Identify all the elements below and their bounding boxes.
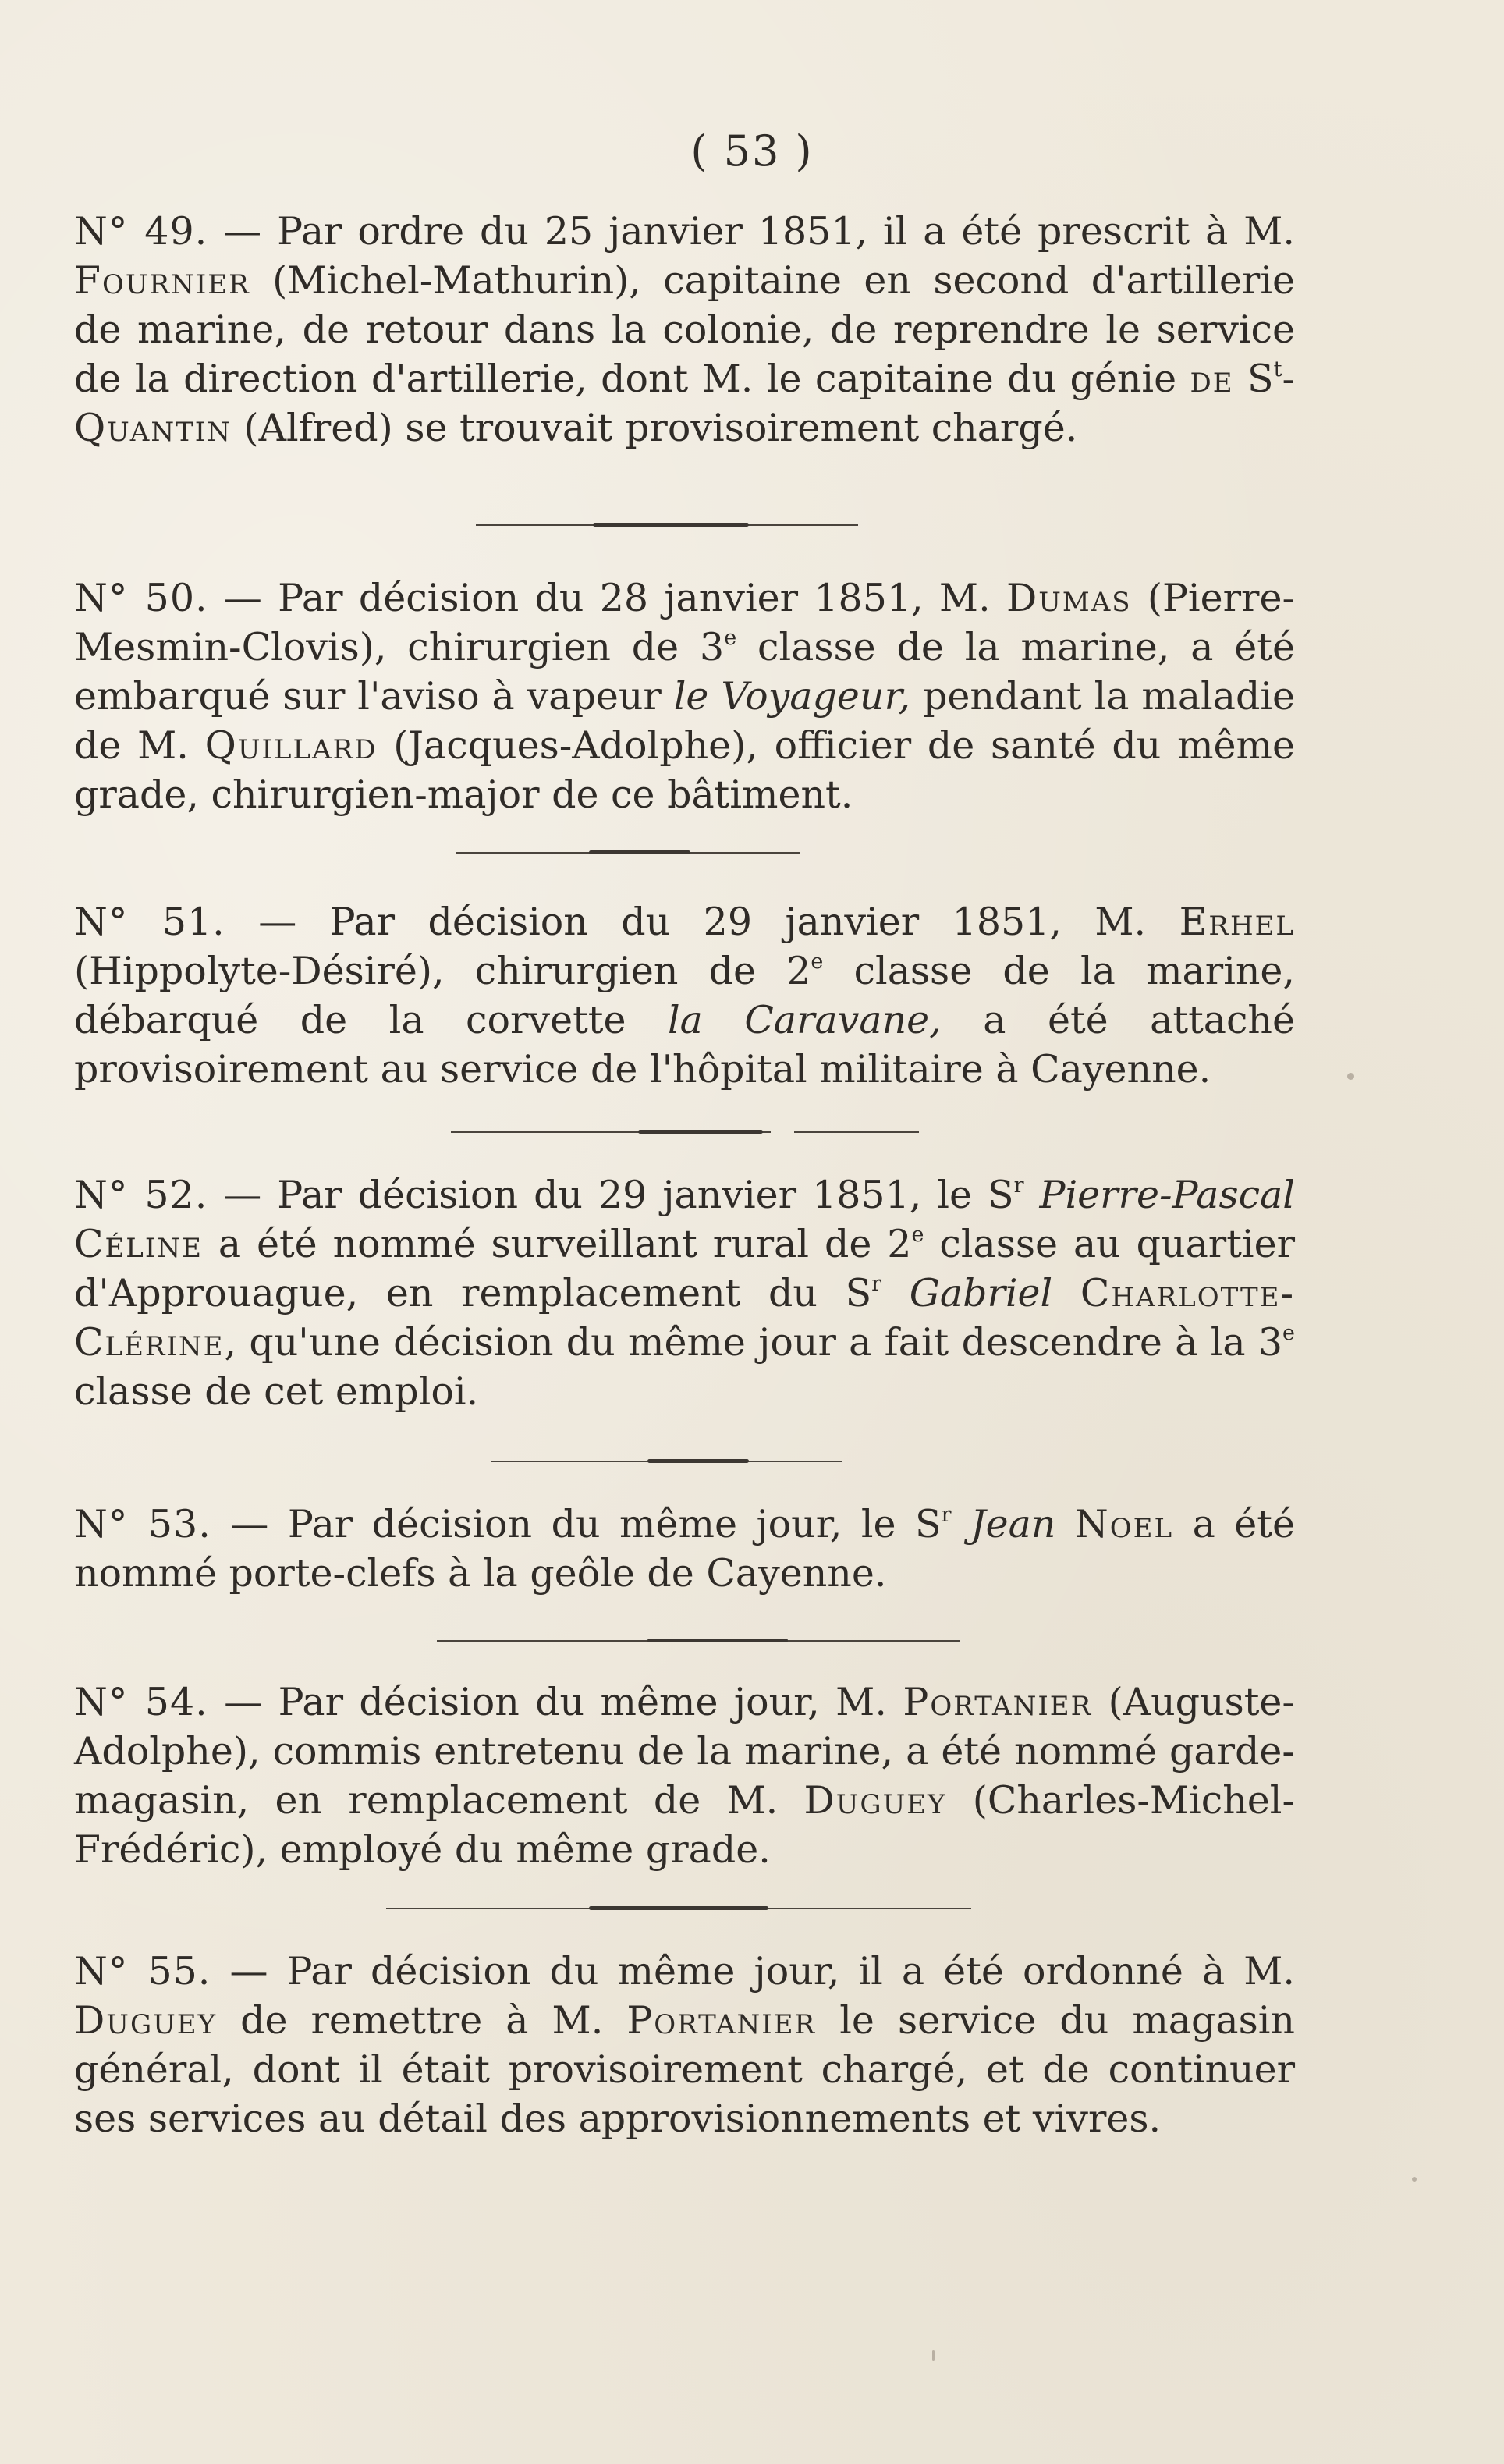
italic-text: Gabriel (909, 1271, 1053, 1315)
superscript: t (1273, 357, 1282, 382)
paper-speck (1347, 1073, 1354, 1080)
paper-speck (932, 2350, 935, 2361)
entry-number: N° 55. (74, 1949, 211, 1994)
text-run: (Pierre-Mesmin-Clovis), chirurgien de 3 (74, 576, 1296, 669)
page-number: ( 53 ) (690, 126, 814, 176)
text-run: — Par ordre du 25 janvier 1851, il a été prescrit à M. (208, 209, 1295, 254)
text-run: — Par décision du même jour, il a été ordonné à M. (211, 1949, 1295, 1994)
text-run: (Charles-Michel-Frédéric), employé du même grade. (74, 1778, 1296, 1872)
decision-entry (74, 573, 1295, 819)
superscript: r (871, 1271, 882, 1296)
name-smallcaps: Erhel (1179, 900, 1295, 944)
text-run: le service du magasin général, dont il était provisoirement chargé, et de continuer ses services au détail des approvisionnements et vivres. (74, 1998, 1295, 2141)
entry-number: N° 49. (74, 209, 208, 254)
text-run: classe de la marine, a été embarqué sur l'aviso à vapeur (74, 625, 1295, 719)
text-run: classe au quartier d'Approuague, en remplacement du S (74, 1222, 1295, 1315)
name-smallcaps: Céline (74, 1222, 203, 1266)
entry-text (74, 1678, 1295, 1874)
name-smallcaps: Quantin (74, 406, 232, 450)
name-smallcaps: Charlotte-Clérine (74, 1271, 1296, 1365)
superscript: e (911, 1222, 924, 1247)
decision-entry (74, 1947, 1295, 2143)
entry-number: N° 54. (74, 1680, 208, 1724)
decision-entry (74, 897, 1295, 1094)
name-smallcaps: Duguey (803, 1778, 947, 1823)
text-run: — Par décision du 29 janvier 1851, le S (208, 1173, 1014, 1217)
text-run (1052, 1271, 1080, 1315)
text-run: - (1282, 357, 1295, 401)
decision-entry (74, 1500, 1295, 1598)
name-smallcaps: Duguey (74, 1998, 218, 2043)
text-run: (Alfred) se trouvait provisoirement chargé. (231, 406, 1078, 450)
paper-speck (1412, 2177, 1417, 2182)
text-run: — Par décision du 29 janvier 1851, M. (225, 900, 1179, 944)
entry-number: N° 51. (74, 900, 225, 944)
entry-number: N° 52. (74, 1173, 208, 1217)
text-run: (Michel-Mathurin), capitaine en second d'artillerie de marine, de retour dans la colonie, de reprendre le service de la direction d'artillerie, dont M. le capitaine du génie (74, 258, 1295, 401)
text-run: de remettre à M. (217, 1998, 627, 2043)
entry-number: N° 50. (74, 576, 208, 620)
italic-text: la Caravane, (668, 998, 942, 1042)
text-run: a été attaché provisoirement au service de l'hôpital militaire à Cayenne. (74, 998, 1295, 1092)
name-smallcaps: Noel (1074, 1502, 1174, 1546)
italic-text: le Voyageur, (673, 674, 911, 719)
text-run (881, 1271, 910, 1315)
text-run: S (1233, 357, 1274, 401)
text-run: classe de cet emploi. (74, 1369, 479, 1414)
text-run: a été nommé surveillant rural de 2 (202, 1222, 912, 1266)
text-run: — Par décision du même jour, le S (211, 1502, 942, 1546)
entry-text (74, 207, 1295, 453)
name-smallcaps: Dumas (1006, 576, 1132, 620)
text-run: (Auguste-Adolphe), commis entretenu de la marine, a été nommé garde-magasin, en remplacement de M. (74, 1680, 1295, 1823)
entry-number: N° 53. (74, 1502, 211, 1546)
decision-entry (74, 1170, 1295, 1416)
text-run: — Par décision du 28 janvier 1851, M. (208, 576, 1006, 620)
text-run (1023, 1173, 1039, 1217)
superscript: e (1282, 1320, 1295, 1345)
decision-entry (74, 1678, 1295, 1874)
text-run: (Hippolyte-Désiré), chirurgien de 2 (74, 949, 811, 993)
entry-text (74, 1500, 1295, 1598)
entry-text (74, 897, 1295, 1094)
text-run (951, 1502, 970, 1546)
text-run: , qu'une décision du même jour a fait descendre à la 3 (224, 1320, 1283, 1365)
name-smallcaps: Portanier (626, 1998, 817, 2043)
entry-text (74, 573, 1295, 819)
entry-text (74, 1170, 1295, 1416)
name-smallcaps: Fournier (74, 258, 250, 303)
text-run (1055, 1502, 1075, 1546)
superscript: e (724, 625, 737, 650)
entry-text (74, 1947, 1295, 2143)
superscript: e (811, 949, 824, 974)
name-smallcaps: Portanier (903, 1680, 1093, 1724)
text-run: a été nommé porte-clefs à la geôle de Cayenne. (74, 1502, 1295, 1596)
italic-text: Jean (970, 1502, 1056, 1546)
decision-entry (74, 207, 1295, 453)
superscript: r (941, 1502, 952, 1527)
superscript: r (1013, 1173, 1024, 1198)
text-run: classe de la marine, débarqué de la corvette (74, 949, 1295, 1042)
text-run: (Jacques-Adolphe), officier de santé du même grade, chirurgien-major de ce bâtiment. (74, 723, 1296, 817)
italic-text: Pierre-Pascal (1039, 1173, 1295, 1217)
text-run: — Par décision du même jour, M. (208, 1680, 903, 1724)
text-run: pendant la maladie de M. (74, 674, 1295, 768)
name-smallcaps: Quillard (204, 723, 378, 768)
name-smallcaps: de (1190, 357, 1234, 401)
